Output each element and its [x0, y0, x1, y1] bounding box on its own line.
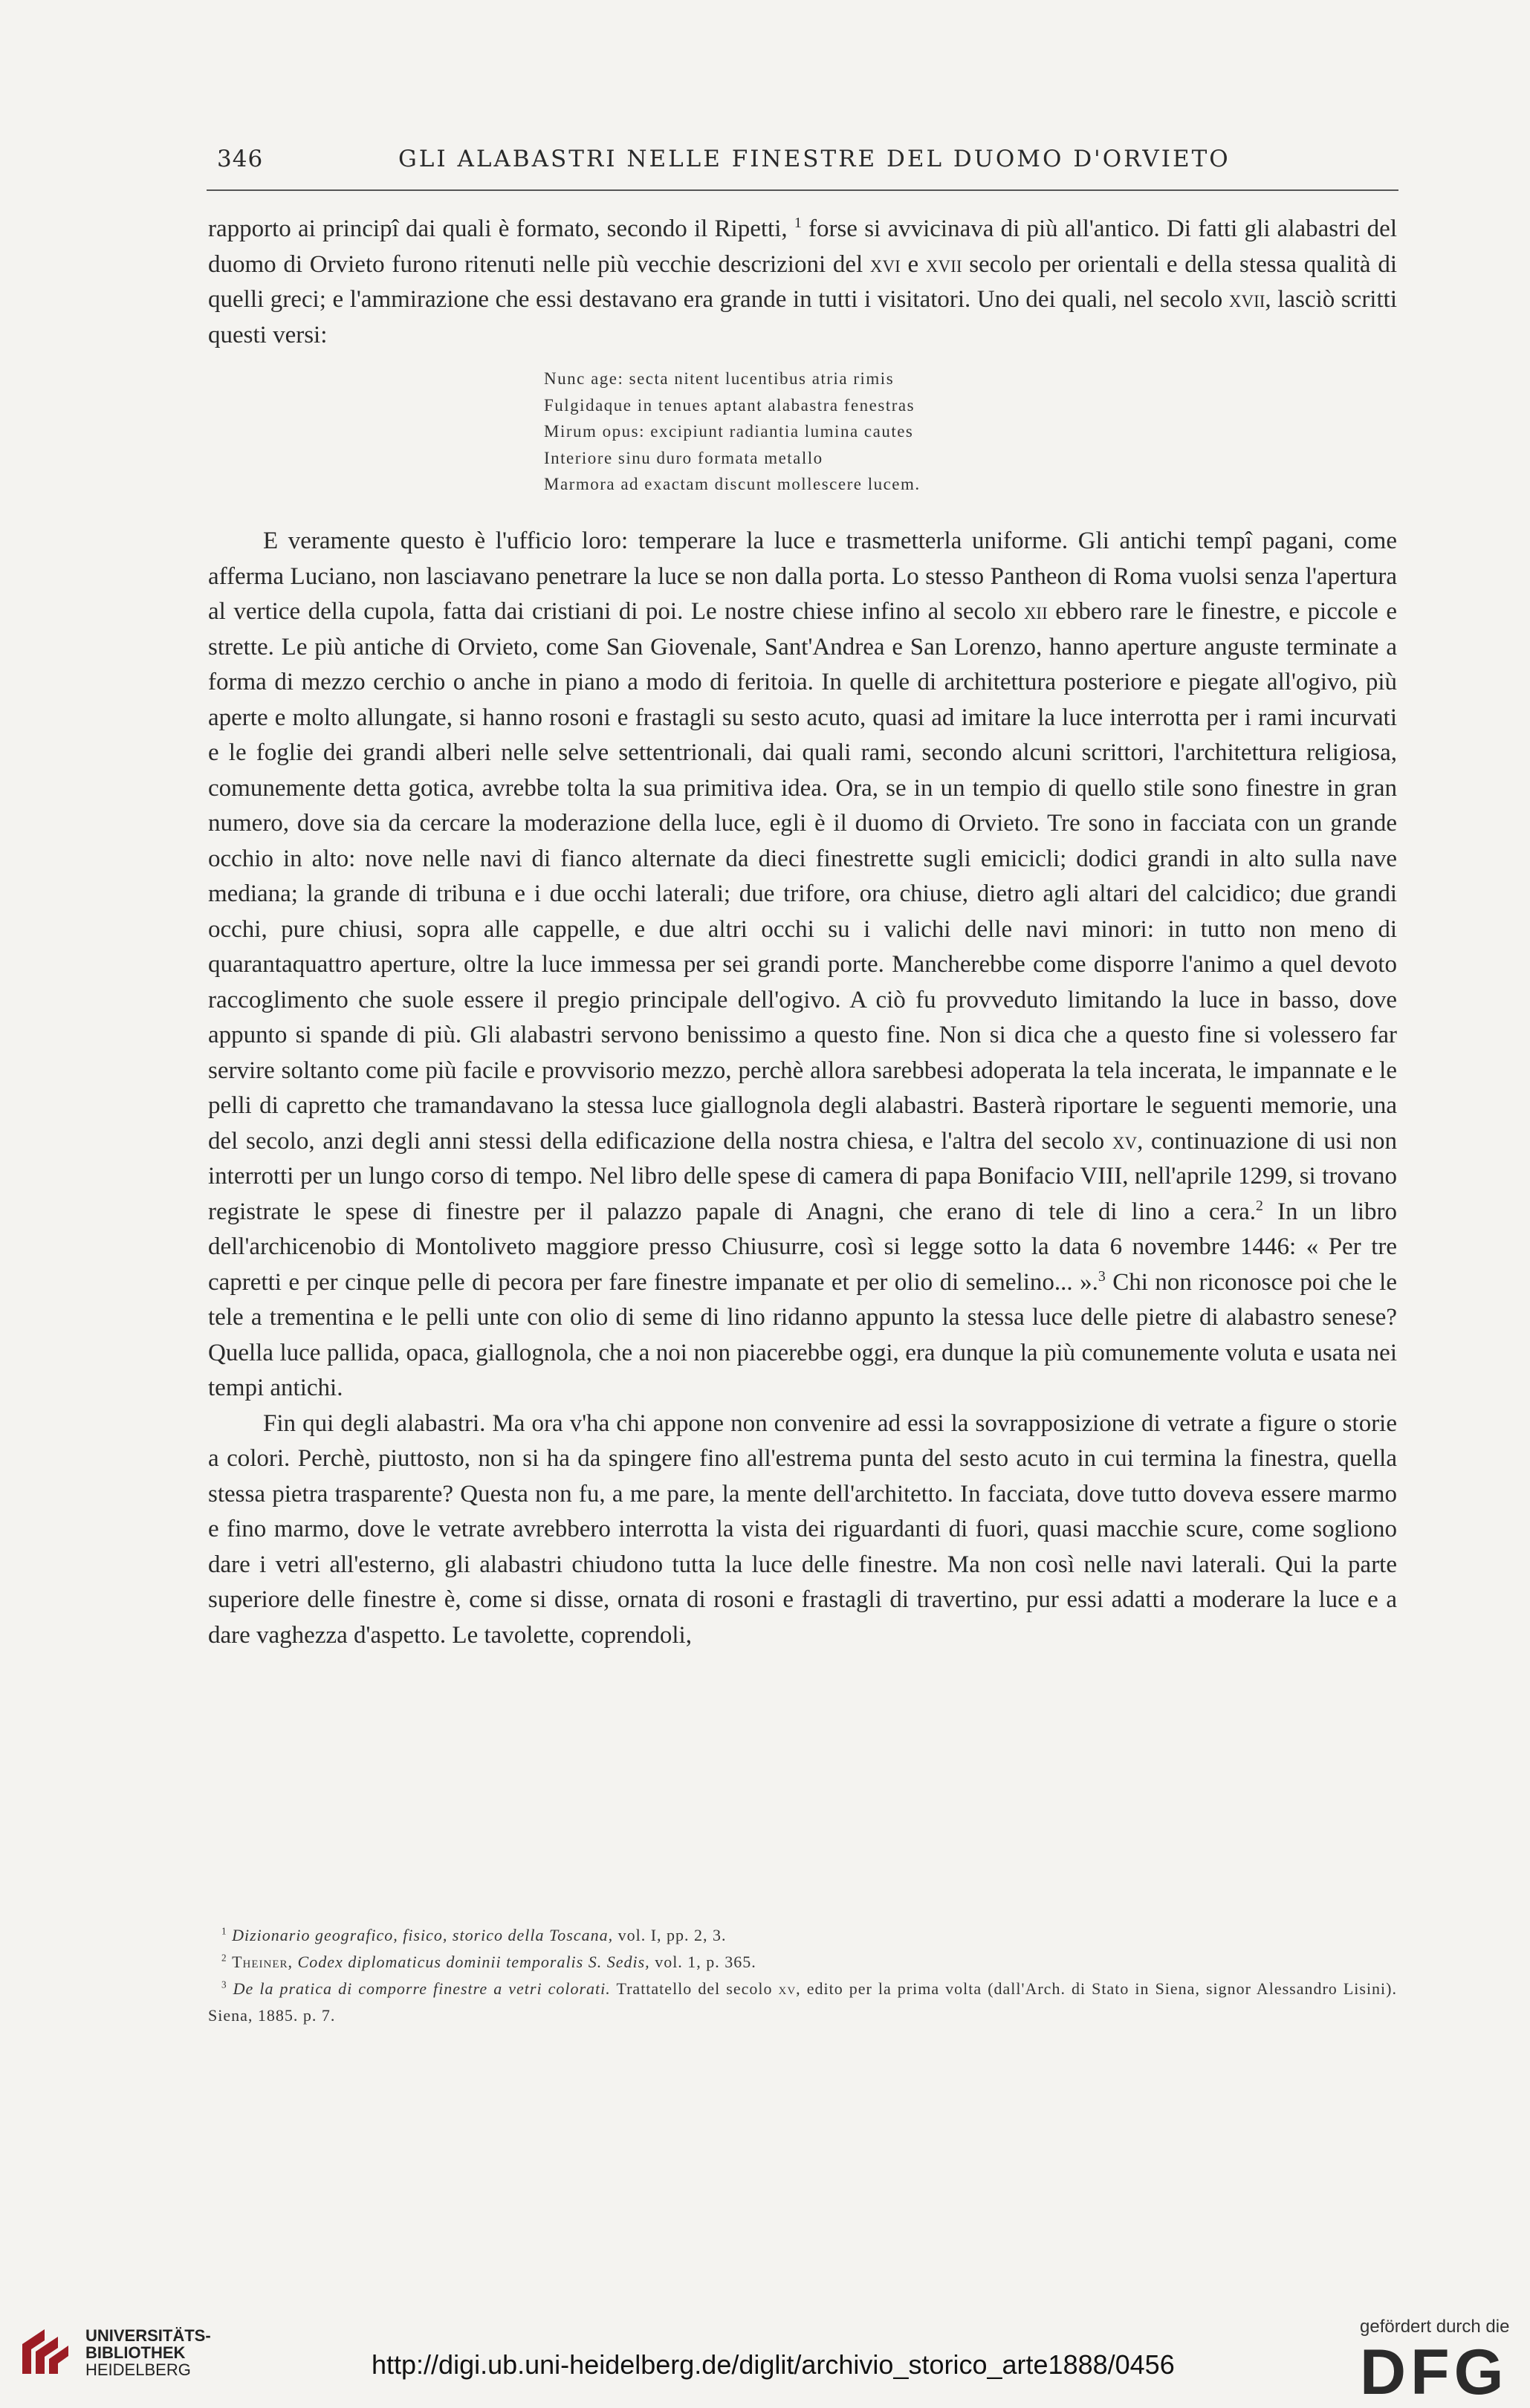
library-logo-icon[interactable] [15, 2322, 74, 2381]
library-name: UNIVERSITÄTS- BIBLIOTHEK HEIDELBERG [85, 2326, 211, 2379]
paragraph-3: Fin qui degli alabastri. Ma ora v'ha chi appone non convenire ad essi la sovrapposizione di vetrate a figure o storie a colori. Perchè, piuttosto, non si ha da spingere fino all'estrema punta del sesto acuto in cui termina la finestra, quella stessa pietra trasparente? Questa non fu, a me pare, la mente dell'architetto. In facciata, dove tutto doveva essere marmo e fino marmo, dove le vetrate avrebbero interrotta la vista dei riguardanti di fuori, quasi macchie scure, come sogliono dare i vetri all'esterno, gli alabastri chiudono tutta la luce delle finestre. Ma non così nelle navi laterali. Qui la parte superiore delle finestre è, come si disse, ornata di rosoni e frastagli di travertino, pur essi adatti a moderare la luce e a dare vaghezza d'aspetto. Le tavolette, coprendoli, [208, 1409, 1397, 1649]
footnote-ref-1[interactable]: 1 [794, 215, 802, 231]
footnote-2: $^2$ Theiner, Codex diplomaticus dominii temporalis S. Sedis, vol. 1, p. 365. [221, 1952, 756, 1971]
funding-credit: gefördert durch die DFG [1360, 2317, 1516, 2406]
page-header [207, 146, 1398, 183]
paragraph-1: rapporto ai principî dai quali è formato, secondo il Ripetti, $^1$ forse si avvicinava di più all'antico. Di fatti gli alabastri del duomo di Orvieto furono ritenuti nelle più vecchie descrizioni del xvi e xvii secolo per orientali e della stessa qualità di quelli greci; e l'ammirazione che essi destavano era grande in tutti i visitatori. Uno dei quali, nel secolo xvii, lasciò scritti questi versi: [208, 215, 1397, 348]
latin-verse [544, 366, 1213, 498]
verse-line: Fulgidaque in tenues aptant alabastra fenestras [544, 395, 915, 415]
verse-line: Mirum opus: excipiunt radiantia lumina cautes [544, 422, 914, 441]
digitization-footer [0, 2288, 1530, 2408]
footnote-ref-2[interactable]: 2 [1256, 1197, 1263, 1214]
dfg-logo-icon[interactable]: DFG [1360, 2337, 1508, 2408]
footnotes [208, 1922, 1397, 2029]
footnote-1: $^1$ Dizionario geografico, fisico, storico della Toscana, vol. I, pp. 2, 3. [221, 1925, 727, 1944]
source-url-link[interactable]: http://digi.ub.uni-heidelberg.de/diglit/archivio_storico_arte1888/0456 [372, 2349, 1175, 2380]
paragraph-2: E veramente questo è l'ufficio loro: temperare la luce e trasmetterla uniforme. Gli antichi tempî pagani, come afferma Luciano, non lasciavano penetrare la luce se non dalla porta. Lo stesso Pantheon di Roma vuolsi senza l'apertura al vertice della cupola, fatta dai cristiani di poi. Le nostre chiese infino al secolo xii ebbero rare le finestre, e piccole e strette. Le più antiche di Orvieto, come San Giovenale, Sant'Andrea e San Lorenzo, hanno aperture anguste terminate a forma di mezzo cerchio o anche in piano a modo di feritoia. In quelle di architettura posteriore e piegate all'ogivo, più aperte e molto allungate, si hanno rosoni e frastagli su sesto acuto, quasi ad imitare la luce interrotta per i rami incurvati e le foglie dei grandi alberi nelle selve settentrionali, dai quali rami, secondo alcuni scrittori, l'architettura religiosa, comunemente detta gotica, avrebbe tolta la sua primitiva idea. Ora, se in un tempio di quello stile sono finestre in gran numero, dove sia da cercare la moderazione della luce, egli è il duomo di Orvieto. Tre sono in facciata con un grande occhio in alto: nove nelle navi di fianco alternate da dieci finestrette sugli emicicli; dodici grandi in alto sulla nave mediana; la grande di tribuna e i due occhi laterali; due trifore, ora chiuse, dietro agli altari del calcidico; due grandi occhi, pure chiusi, sopra alle cappelle, e due altri occhi su i valichi delle navi minori: in tutto non meno di quarantaquattro aperture, oltre la luce immessa per sei grandi porte. Mancherebbe come disporre l'animo a quel devoto raccoglimento che suole essere il pregio principale dell'ogivo. A ciò fu provveduto limitando la luce in basso, dove appunto si spande di più. Gli alabastri servono benissimo a questo fine. Non si dica che a questo fine si volessero far servire soltanto come più facile e provvisorio mezzo, perchè allora sarebbesi adoperata la tela incerata, le impannate e le pelli di capretto che tramandavano la stessa luce giallognola degli alabastri. Basterà riportare le seguenti memorie, una del secolo, anzi degli anni stessi della edificazione della nostra chiesa, e l'altra del secolo xv, continuazione di usi non interrotti per un lungo corso di tempo. Nel libro delle spese di camera di papa Bonifacio VIII, nell'aprile 1299, si trovano registrate le spese di finestre per il palazzo papale di Anagni, che erano di tele di lino a cera.$^2$ In un libro dell'archicenobio di Montoliveto maggiore presso Chiusurre, così si legge sotto la data 6 novembre 1446: « Per tre capretti e per cinque pelle di pecora per fare finestre impanate et per olio di semelino... ».$^3$ Chi non riconosce poi che le tele a trementina e le pelli unte con olio di seme di lino ridanno appunto la stessa luce delle pietre di alabastro senese? Quella luce pallida, opaca, giallognola, che a noi non piacerebbe oggi, era dunque la più comunemente voluta e usata nei tempi antichi. [208, 528, 1397, 1401]
verse-line: Marmora ad exactam discunt mollescere lucem. [544, 475, 921, 493]
running-title: GLI ALABASTRI NELLE FINESTRE DEL DUOMO D'ORVIETO [398, 146, 1231, 172]
main-text [208, 524, 1397, 1653]
verse-line: Nunc age: secta nitent lucentibus atria rimis [544, 369, 895, 388]
header-rule [207, 189, 1398, 191]
footnote-ref-3[interactable]: 3 [1098, 1268, 1106, 1285]
page-number: 346 [217, 146, 264, 172]
footnote-3: $^3$ De la pratica di comporre finestre a vetri colorati. Trattatello del secolo xv, edito per la prima volta (dall'Arch. di Stato in Siena, signor Alessandro Lisini). Siena, 1885. p. 7. [208, 1979, 1398, 2025]
verse-line: Interiore sinu duro formata metallo [544, 448, 823, 467]
